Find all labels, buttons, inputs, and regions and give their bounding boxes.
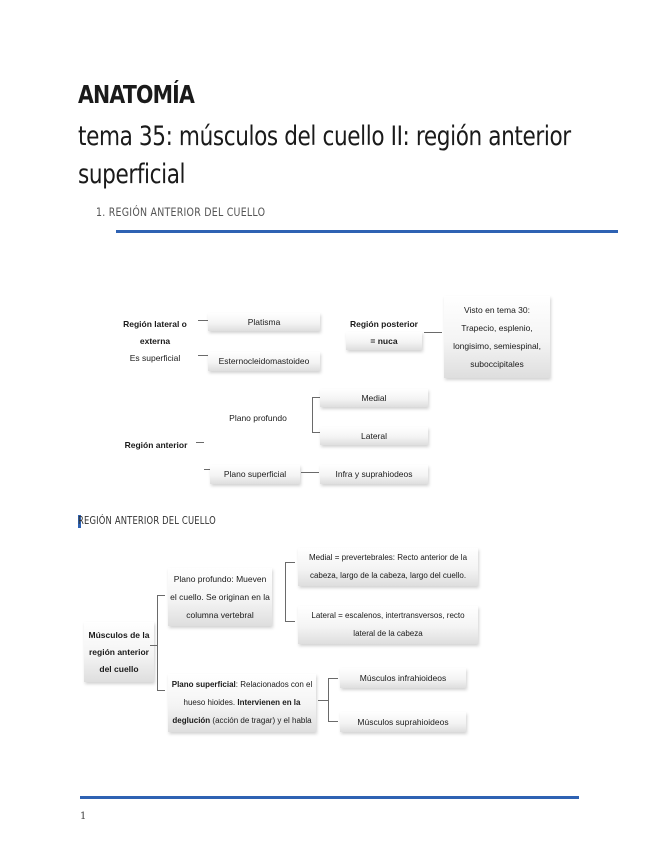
- superficial-rest1: : Relacionados con el: [235, 680, 313, 689]
- connector: [285, 621, 295, 622]
- bracket-vertical: [312, 397, 313, 433]
- superficial-line3b: (acción de tragar) y el habla: [210, 716, 312, 725]
- lateral2-line1: Lateral = escalenos, intertransversos, recto: [311, 611, 465, 620]
- connector: [424, 332, 442, 333]
- esternocleido-box: Esternocleidomastoideo: [208, 352, 320, 371]
- superficial-line3: [172, 712, 311, 730]
- visto-line1: Visto en tema 30:: [464, 305, 530, 315]
- visto-line2: Trapecio, esplenio,: [461, 323, 533, 333]
- connector: [301, 472, 319, 473]
- root-line1: Músculos de la: [88, 629, 150, 640]
- lateral-escalenos-box: [298, 606, 478, 644]
- section-divider: [116, 230, 618, 233]
- section-heading-2: REGIÓN ANTERIOR DEL CUELLO: [78, 515, 216, 527]
- root-line3: del cuello: [99, 663, 139, 674]
- visto-tema-box: [444, 296, 550, 378]
- footer-divider: [80, 796, 579, 799]
- anterior-region-label: Región anterior: [124, 439, 188, 450]
- connector: [318, 700, 328, 701]
- medial2-line1: Medial = prevertebrales: Recto anterior de la: [308, 553, 468, 562]
- bracket-bottom: [312, 432, 320, 433]
- bracket-vertical: [328, 678, 329, 722]
- bracket-top: [312, 397, 320, 398]
- superficial-line2b: Intervienen en la: [237, 698, 301, 707]
- root-muscles-box: [84, 622, 154, 682]
- lateral-region-line1: Región lateral o: [123, 318, 187, 329]
- posterior-line2: = nuca: [370, 336, 398, 346]
- superficial-line1: [172, 676, 313, 694]
- superficial-bold: Plano superficial: [171, 680, 236, 689]
- root-line2: región anterior: [89, 646, 149, 657]
- connector: [285, 562, 295, 563]
- document-subtitle: tema 35: músculos del cuello II: región anterior superficial: [78, 121, 571, 190]
- suprahioideos-box: Músculos suprahioideos: [340, 712, 466, 732]
- visto-line4: suboccipitales: [470, 359, 524, 369]
- visto-line3: longisimo, semiespinal,: [453, 341, 541, 351]
- connector: [157, 690, 165, 691]
- medial-box: Medial: [320, 389, 428, 407]
- plano-profundo-label: Plano profundo: [229, 412, 287, 423]
- lateral-region-line3: Es superficial: [129, 352, 181, 363]
- superficial-line3a: deglución: [172, 716, 211, 725]
- bracket-vertical: [285, 562, 286, 622]
- profundo-line1: Plano profundo: Mueven: [173, 574, 267, 584]
- platisma-box: Platisma: [208, 313, 320, 331]
- connector: [198, 320, 208, 321]
- plano-profundo-box: [168, 568, 272, 626]
- posterior-region-box: [346, 316, 422, 350]
- profundo-line2: el cuello. Se originan en la: [170, 592, 270, 602]
- lateral-box: Lateral: [320, 427, 428, 445]
- infra-supra-box: Infra y suprahiodeos: [320, 465, 428, 484]
- connector: [328, 678, 338, 679]
- superficial-line2a: hueso hioides.: [183, 698, 238, 707]
- lateral-region-box: [112, 312, 198, 370]
- posterior-line1: Región posterior: [349, 319, 418, 329]
- lateral2-line2: lateral de la cabeza: [353, 629, 423, 638]
- infrahioideos-box: Músculos infrahioideos: [340, 668, 466, 688]
- profundo-line3: columna vertebral: [186, 610, 254, 620]
- medial2-line2: cabeza, largo de la cabeza, largo del cuello.: [309, 571, 467, 580]
- plano-superficial-detail-box: [168, 674, 316, 732]
- connector: [328, 721, 338, 722]
- lateral-region-line2: externa: [139, 335, 171, 346]
- connector: [150, 645, 158, 646]
- document-title: ANATOMÍA: [78, 80, 195, 109]
- plano-superficial-box: Plano superficial: [210, 465, 300, 484]
- connector: [157, 595, 165, 596]
- connector: [198, 355, 208, 356]
- medial-prevertebrales-box: [298, 548, 478, 586]
- section-heading-1: 1. REGIÓN ANTERIOR DEL CUELLO: [96, 205, 266, 219]
- bracket-vertical: [157, 595, 158, 690]
- page-number: 1: [80, 811, 87, 822]
- superficial-line2: [184, 694, 301, 712]
